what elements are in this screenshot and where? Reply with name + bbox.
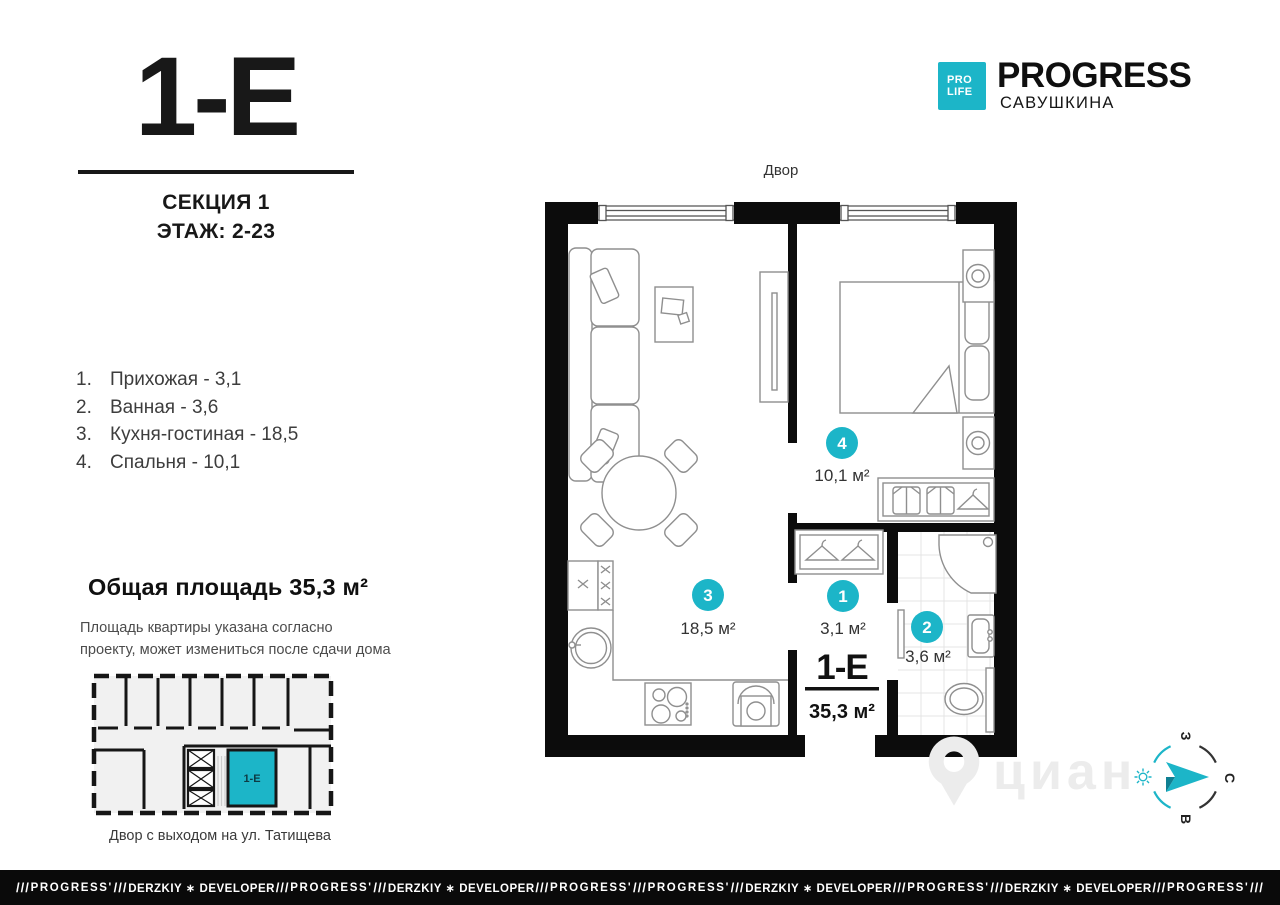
footer-item: /// [633,880,647,895]
footer-item: PROGRESS' [907,881,990,894]
bedroom-wardrobe-icon [878,478,994,521]
washing-machine-icon [733,682,779,726]
marker-area: 3,1 м² [820,619,866,638]
marker-area: 10,1 м² [814,466,870,485]
room-label: Ванная - 3,6 [110,396,219,418]
yard-label: Двор [763,162,799,179]
footer-item: /// [892,880,907,895]
room-number: 4. [76,451,92,473]
elevator-icon [188,750,214,806]
compass-north: С [1222,772,1238,784]
footer-item: DERZKIY ∗ DEVELOPER [387,882,535,895]
bath-sink-icon [968,615,994,657]
footer-item: DERZKIY ∗ DEVELOPER [1004,882,1152,895]
marker-number: 4 [837,434,847,453]
title-block [78,34,354,246]
watermark [925,734,1137,810]
footer-item: /// [730,880,745,895]
mini-floorplan [88,670,352,820]
footer-item: /// [535,880,550,895]
logo-box-line: LIFE [947,86,973,98]
footer-item: PROGRESS' [549,881,633,894]
room-number: 2. [76,396,92,418]
marker-area: 18,5 м² [680,619,736,638]
window-icon [598,202,734,224]
room-number: 1. [76,369,92,390]
footer-item: PROGRESS' [1166,881,1250,894]
list-item [76,421,298,449]
room-number: 3. [76,424,92,445]
room-label: Кухня-гостиная - 18,5 [110,424,299,445]
room-marker [680,579,735,638]
footer-item: DERZKIY ∗ DEVELOPER [745,882,892,895]
unit-area: 35,3 м² [809,701,875,723]
page-title: 1-Е [134,34,298,159]
nightstand-icon [963,250,994,302]
room-label: Спальня - 10,1 [110,451,241,473]
mini-plan-caption: Двор с выходом на ул. Татищева [109,828,331,844]
footer-item: /// [1152,880,1167,895]
title-divider [78,170,354,174]
stove-icon [645,683,691,725]
desk-icon [655,287,693,342]
room-marker [820,580,866,638]
compass-east: В [1178,813,1194,825]
brand-name: PROGRESS [997,56,1192,95]
shower-icon [939,535,996,593]
kitchen-sink-icon [569,628,611,668]
brand-subtitle: САВУШКИНА [1000,94,1115,112]
tv-unit-icon [760,272,788,402]
unit-code-block [805,648,879,723]
marker-number: 1 [838,587,848,606]
area-disclaimer [80,618,391,661]
toilet-icon [945,668,994,732]
compass-west: З [1178,731,1194,741]
footer-item: PROGRESS' [647,881,730,894]
nightstand-icon [963,417,994,469]
marker-number: 2 [922,618,932,637]
bathroom-door-icon [898,610,904,658]
footer-item: /// [275,880,290,895]
footer-item: /// [373,880,388,895]
floors-label: ЭТАЖ: 2-23 [156,220,276,244]
footer-item: DERZKIY ∗ DEVELOPER [128,882,275,895]
floorplan [545,198,1017,760]
unit-code: 1-Е [816,648,868,687]
marker-area: 3,6 м² [905,647,951,666]
hall-wardrobe-icon [795,530,883,574]
footer-marquee [0,870,1280,905]
footer-item: /// [1250,880,1264,895]
unit-code-divider [805,687,879,691]
list-item [76,366,298,394]
pro-life-logo-icon [938,62,986,110]
footer-item: PROGRESS' [30,881,113,894]
marker-number: 3 [703,586,713,605]
compass-icon [1130,727,1240,837]
room-list [76,366,298,476]
section-label: СЕКЦИЯ 1 [162,191,270,215]
list-item [76,394,298,422]
mini-unit-label: 1-Е [243,773,261,785]
room-marker [814,427,869,485]
map-pin-icon [925,734,983,810]
logo-box-line: PRO [947,74,973,86]
disclaimer-line: Площадь квартиры указана согласно [80,620,333,636]
disclaimer-line: проекту, может измениться после сдачи дома [80,641,391,658]
list-item [76,449,298,477]
footer-item: /// [16,880,30,895]
total-area-title: Общая площадь 35,3 м² [88,574,369,600]
watermark-text: циан [993,743,1138,801]
footer-item: /// [113,880,128,895]
footer-item: PROGRESS' [290,881,373,894]
footer-item: /// [990,880,1005,895]
window-icon [840,202,956,224]
room-label: Прихожая - 3,1 [110,369,242,390]
